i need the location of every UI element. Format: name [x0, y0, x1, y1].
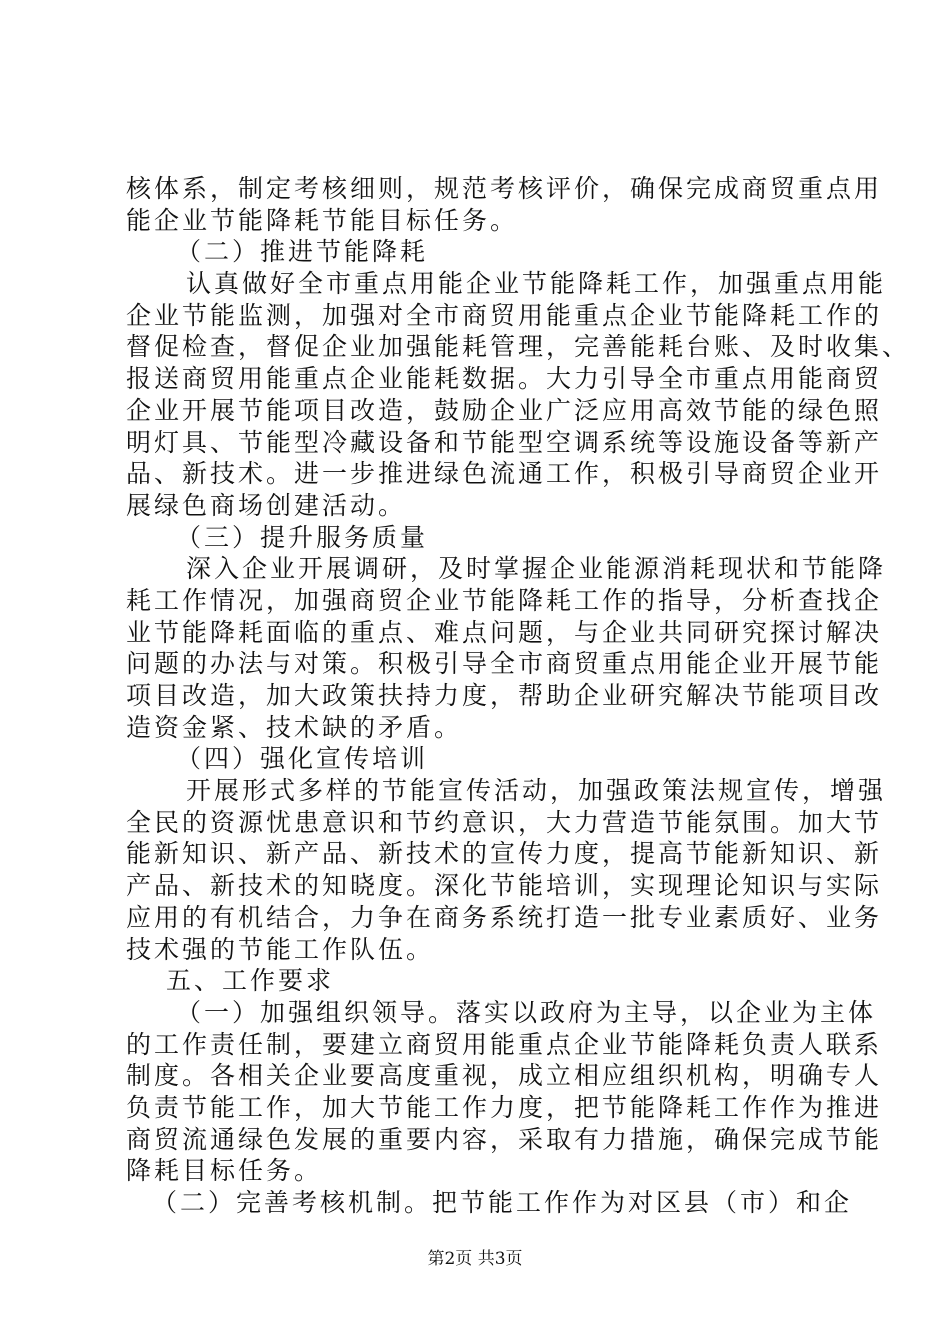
body-line: 降耗目标任务。 [126, 1156, 323, 1186]
body-line: 品、新技术。进一步推进绿色流通工作，积极引导商贸企业开 [126, 459, 883, 489]
body-line: 造资金紧、技术缺的矛盾。 [126, 712, 463, 742]
page-number-footer: 第2页 共3页 [427, 1249, 523, 1269]
paragraph-first-line: （二）完善考核机制。把节能工作作为对区县（市）和企 [152, 1188, 853, 1217]
paragraph-first-line: 认真做好全市重点用能企业节能降耗工作，加强重点用能 [186, 269, 887, 299]
body-line: 产品、新技术的知晓度。深化节能培训，实现理论知识与实际 [126, 871, 883, 901]
body-line: 制度。各相关企业要高度重视，成立相应组织机构，明确专人 [126, 1061, 883, 1091]
body-line: 核体系，制定考核细则，规范考核评价，确保完成商贸重点用 [126, 174, 883, 203]
body-line: 应用的有机结合，力争在商务系统打造一批专业素质好、业务 [126, 902, 883, 932]
body-line: 项目改造，加大政策扶持力度，帮助企业研究解决节能项目改 [126, 681, 883, 710]
body-line: 能企业节能降耗节能目标任务。 [126, 205, 519, 235]
body-line: 技术强的节能工作队伍。 [126, 934, 435, 964]
body-line: 报送商贸用能重点企业能耗数据。大力引导全市重点用能商贸 [126, 364, 883, 394]
paragraph-first-line: 深入企业开展调研，及时掌握企业能源消耗现状和节能降 [186, 554, 887, 584]
body-line: 明灯具、节能型冷藏设备和节能型空调系统等设施设备等新产 [126, 427, 883, 457]
body-line: 展绿色商场创建活动。 [126, 490, 407, 520]
chapter-heading: 五、工作要求 [166, 966, 335, 996]
section-heading: （二）推进节能降耗 [176, 237, 429, 267]
document-body [126, 173, 911, 1219]
body-line: 企业开展节能项目改造，鼓励企业广泛应用高效节能的绿色照 [126, 395, 883, 425]
section-heading: （四）强化宣传培训 [176, 744, 429, 774]
body-line: 业节能降耗面临的重点、难点问题，与企业共同研究探讨解决 [126, 617, 883, 647]
section-heading: （三）提升服务质量 [176, 522, 429, 552]
paragraph-first-line: （一）加强组织领导。落实以政府为主导，以企业为主体 [176, 997, 877, 1027]
body-line: 企业节能监测，加强对全市商贸用能重点企业节能降耗工作的 [126, 300, 883, 330]
body-line: 问题的办法与对策。积极引导全市商贸重点用能企业开展节能 [126, 649, 883, 679]
body-line: 督促检查，督促企业加强能耗管理，完善能耗台账、及时收集、 [126, 332, 911, 362]
body-line: 耗工作情况，加强商贸企业节能降耗工作的指导，分析查找企 [126, 585, 883, 615]
paragraph-first-line: 开展形式多样的节能宣传活动，加强政策法规宣传，增强 [186, 776, 887, 806]
body-line: 商贸流通绿色发展的重要内容，采取有力措施，确保完成节能 [126, 1124, 883, 1154]
body-line: 的工作责任制，要建立商贸用能重点企业节能降耗负责人联系 [126, 1029, 883, 1059]
body-line: 能新知识、新产品、新技术的宣传力度，提高节能新知识、新 [126, 839, 883, 869]
body-line: 全民的资源忧患意识和节约意识，大力营造节能氛围。加大节 [126, 807, 883, 837]
body-line: 负责节能工作，加大节能工作力度，把节能降耗工作作为推进 [126, 1092, 883, 1122]
